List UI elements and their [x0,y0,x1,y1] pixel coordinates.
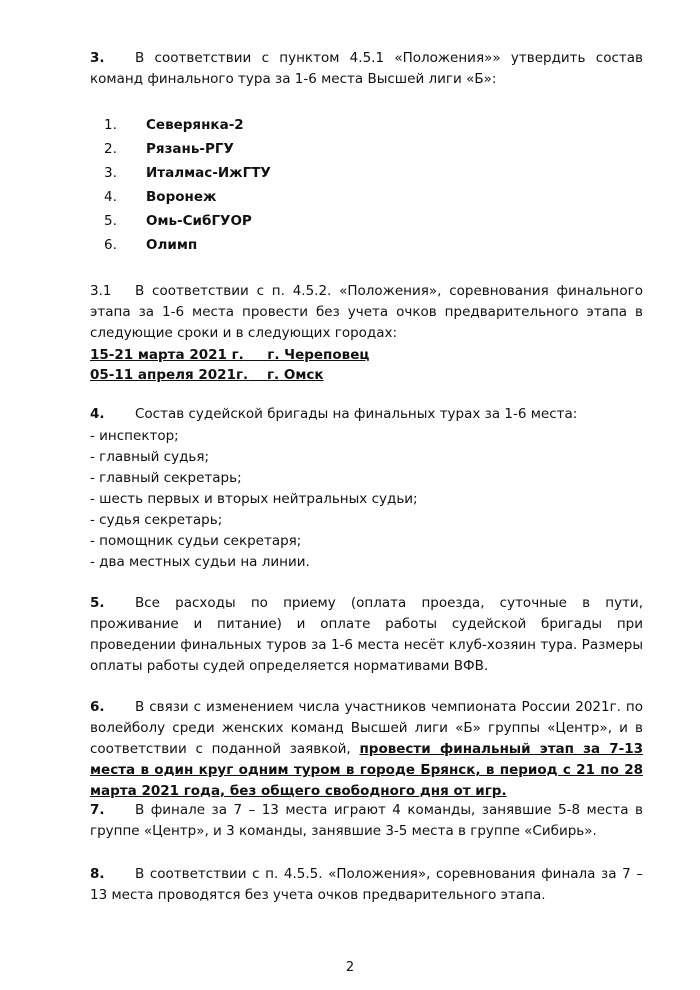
referee-item-7: - два местных судьи на линии. [90,554,310,570]
team-1-number: 1. [104,117,117,133]
schedule-row-1 [90,345,369,365]
section-4-number: 4. [90,406,105,422]
schedule-2-city: г. Омск [266,367,324,383]
team-5-name: Омь-СибГУОР [146,213,252,229]
team-3-number: 3. [104,165,117,181]
team-1-name: Северянка-2 [146,117,244,133]
section-3-number: 3. [90,50,105,66]
schedule-row-2 [90,365,324,385]
referee-item-4: - шесть первых и вторых нейтральных судьи; [90,491,418,507]
schedule-1-date: 15-21 марта 2021 г. [90,347,244,363]
section-8-text: В соответствии с п. 4.5.5. «Положения», соревнования финала за 7 – 13 места проводятся без учета очков предварительного этапа. [90,866,643,903]
referee-item-6: - помощник судьи секретаря; [90,533,302,549]
team-6-name: Олимп [146,237,198,253]
section-6-number: 6. [90,699,105,715]
team-4-number: 4. [104,189,117,205]
section-4-text: Состав судейской бригады на финальных турах за 1-6 места: [135,406,578,422]
team-5-number: 5. [104,213,117,229]
team-3-name: Италмас-ИжГТУ [146,165,271,181]
section-3-1 [90,281,643,344]
section-3-text: В соответствии с пунктом 4.5.1 «Положения»» утвердить состав команд финального тура за 1-6 места Высшей лиги «Б»: [90,50,643,87]
schedule-2-date: 05-11 апреля 2021г. [90,367,249,383]
section-6-text: В связи с изменением числа участников чемпионата России 2021г. по волейболу среди женских команд Высшей лиги «Б» группы «Центр», и в соответствии с поданной заявкой, [90,699,643,757]
team-item-6 [104,235,197,255]
team-4-name: Воронеж [146,189,217,205]
page-number: 2 [345,960,355,975]
team-item-5 [104,211,252,231]
team-item-1 [104,115,244,135]
section-8 [90,864,643,906]
referee-item-2: - главный судья; [90,449,210,465]
section-3-1-number: 3.1 [90,283,112,299]
section-6 [90,697,643,802]
team-item-2 [104,139,234,159]
team-item-4 [104,187,216,207]
team-2-number: 2. [104,141,117,157]
section-5 [90,593,643,677]
section-7-number: 7. [90,802,105,818]
referee-item-5: - судья секретарь; [90,512,223,528]
referee-item-1: - инспектор; [90,428,179,444]
referee-item-3: - главный секретарь; [90,470,242,486]
section-6-bold-text: провести финальный этап за 7-13 места в один круг одним туром в городе Брянск, в период с 21 по 28 марта 2021 года, без общего свободного дня от игр. [90,741,643,799]
section-5-number: 5. [90,595,105,611]
section-3 [90,48,643,90]
section-5-text: Все расходы по приему (оплата проезда, суточные в пути, проживание и питание) и оплате работы судейской бригады при проведении финальных туров за 1-6 места несёт клуб-хозяин тура. Размеры оплаты работы судей определяется нормативами ВФВ. [90,595,643,674]
section-8-number: 8. [90,866,105,882]
section-7-text: В финале за 7 – 13 места играют 4 команды, занявшие 5-8 места в группе «Центр», и 3 команды, занявшие 3-5 места в группе «Сибирь». [90,802,643,839]
schedule-1-city: г. Череповец [267,347,370,363]
team-2-name: Рязань-РГУ [146,141,234,157]
section-3-1-text: В соответствии с п. 4.5.2. «Положения», соревнования финального этапа за 1-6 места провести без учета очков предварительного этапа в следующие сроки и в следующих городах: [90,283,643,341]
team-6-number: 6. [104,237,117,253]
team-item-3 [104,163,271,183]
section-4 [90,404,643,425]
section-7 [90,800,643,842]
